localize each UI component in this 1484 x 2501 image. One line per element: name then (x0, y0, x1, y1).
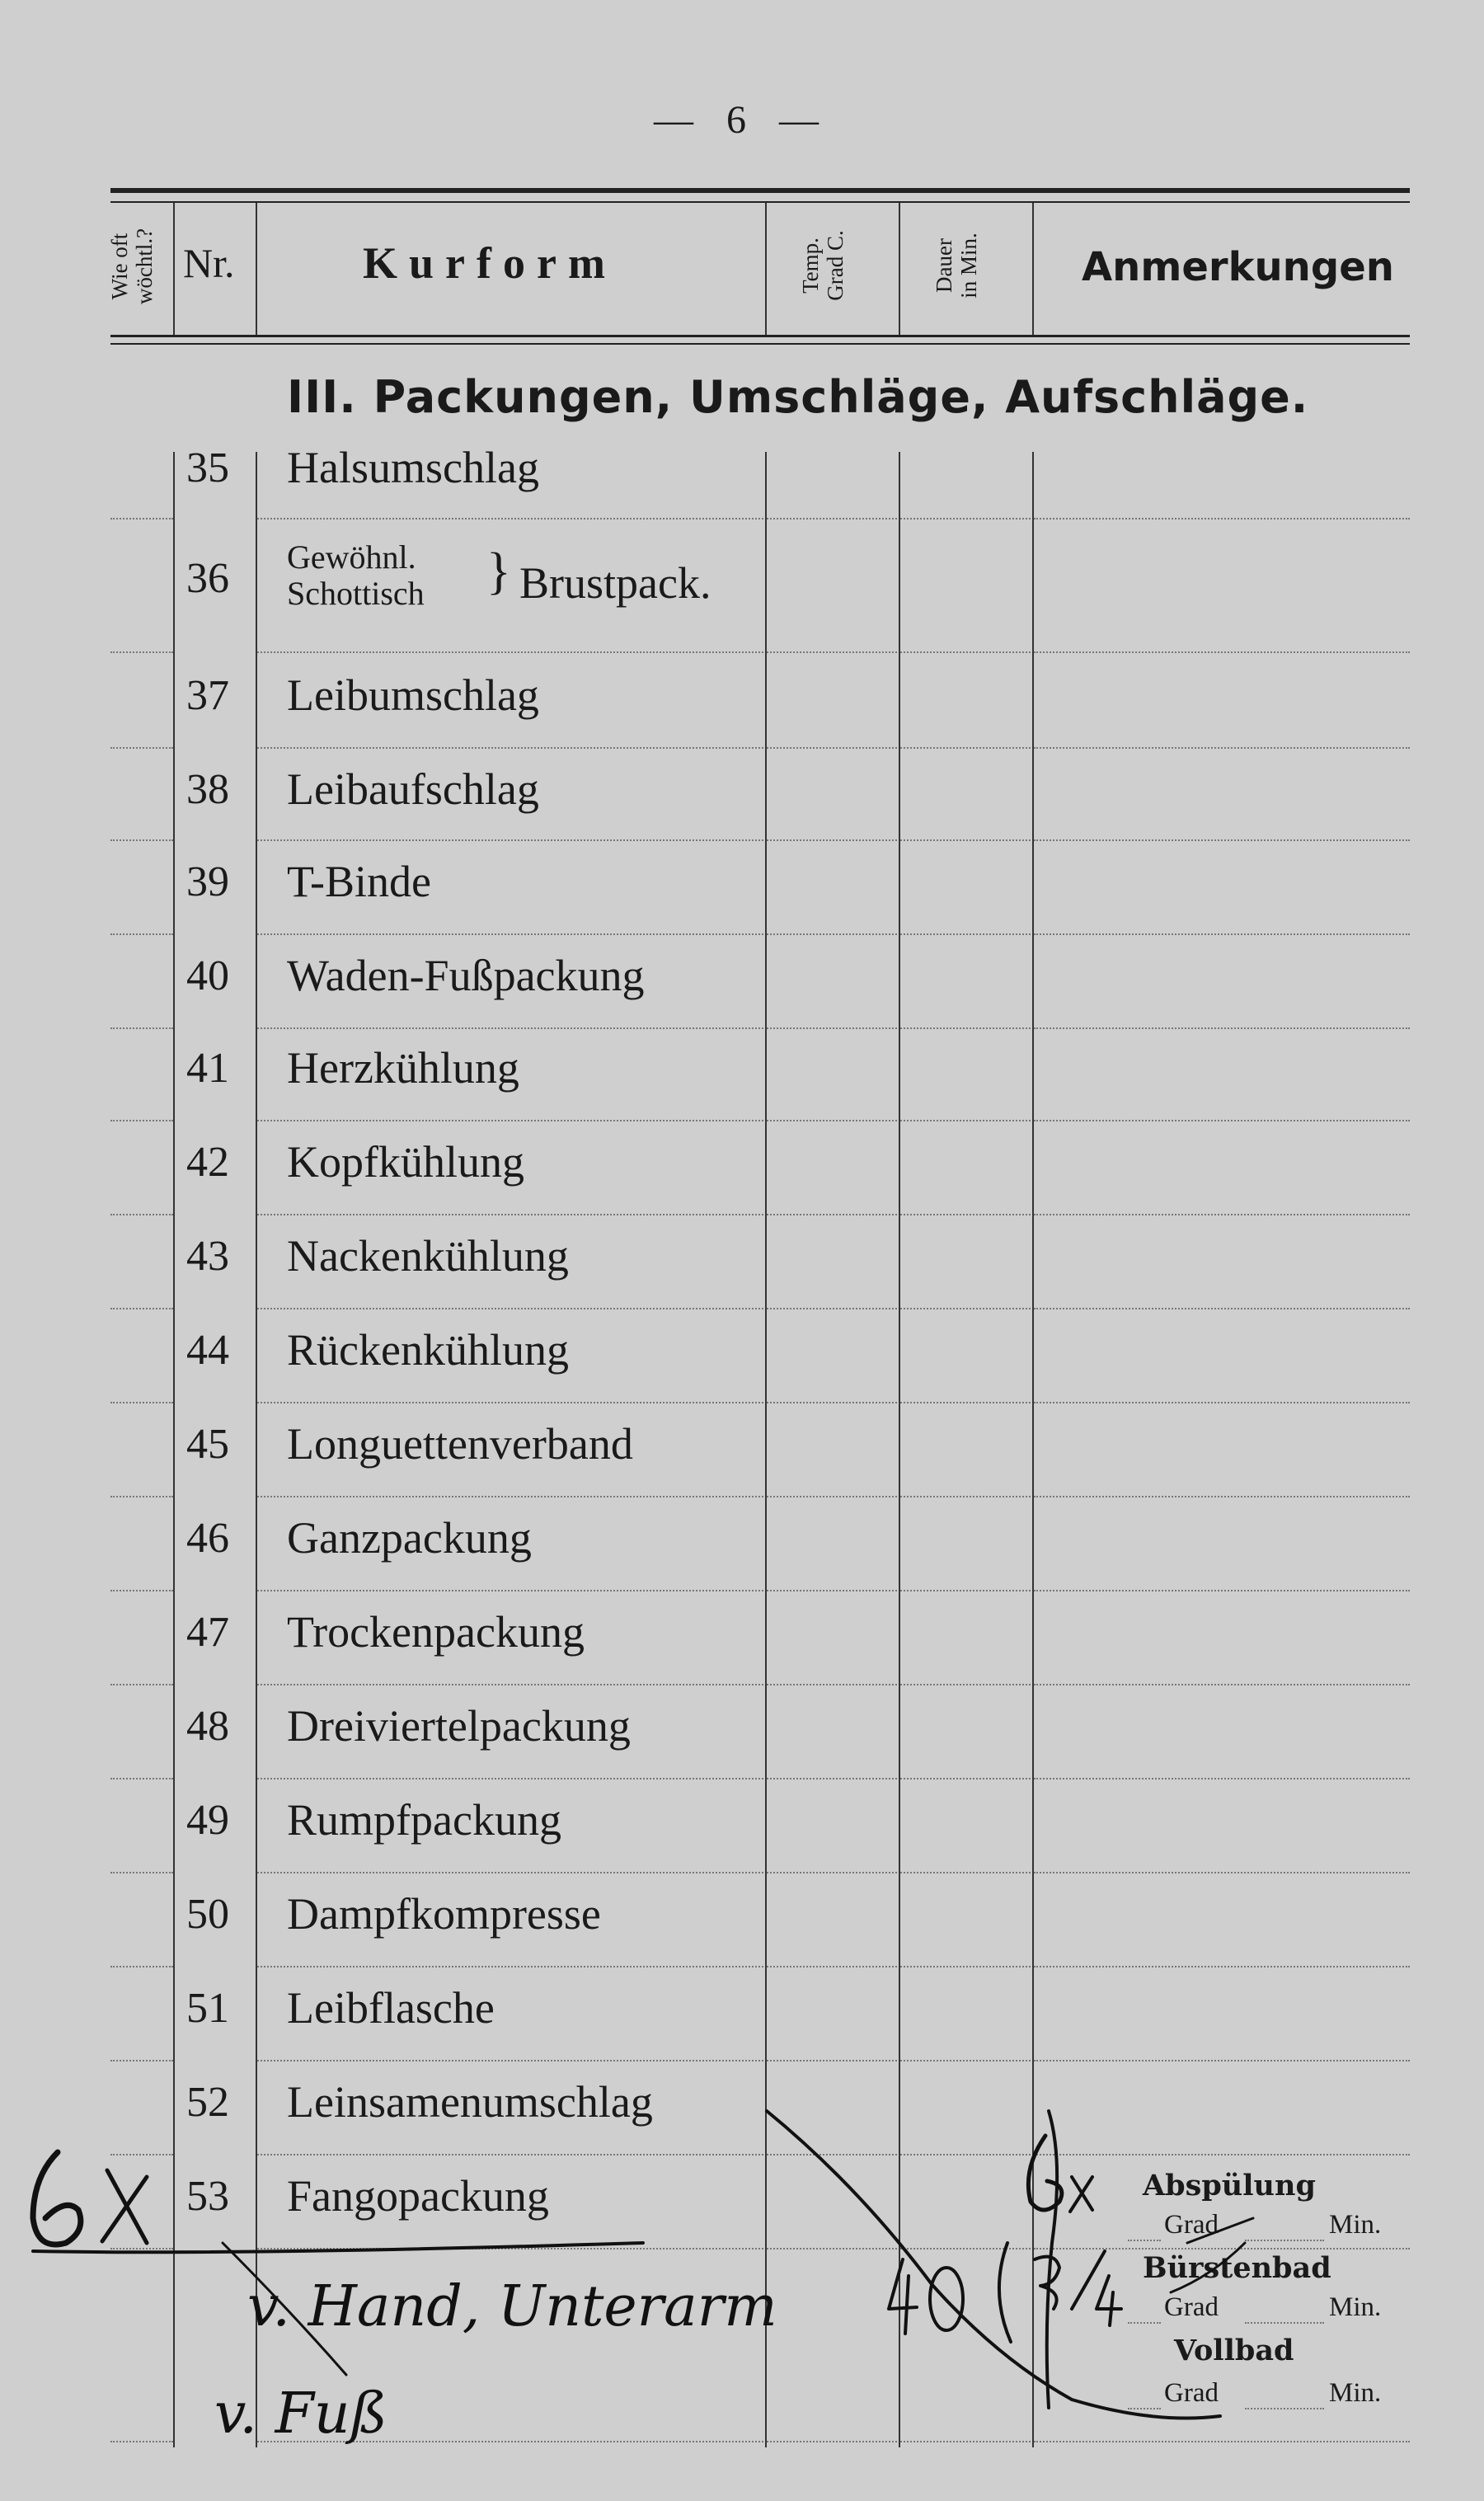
row-nr: 36 (186, 555, 229, 602)
legend-abspuelung-min: Min. (1329, 2210, 1382, 2240)
row-nr: 42 (186, 1139, 229, 1186)
row-name: Trockenpackung (287, 1607, 585, 1657)
row-name-suffix: Brustpack. (519, 558, 711, 608)
row-nr: 45 (186, 1421, 229, 1468)
row-name: Halsumschlag (287, 443, 539, 492)
row-name: Fangopackung (287, 2171, 549, 2221)
legend-abspuelung-grad: Grad (1164, 2210, 1219, 2240)
row-name: Dampfkompresse (287, 1889, 601, 1939)
row-name: Waden-Fußpackung (287, 951, 645, 1000)
row-name: Herzkühlung (287, 1043, 519, 1093)
header-dauer: Dauer in Min. (932, 233, 981, 299)
hand-note-fuss: v. Fuß (214, 2381, 387, 2447)
row-nr: 44 (186, 1327, 229, 1374)
row-name: Nackenkühlung (287, 1231, 569, 1281)
row-name: Rückenkühlung (287, 1325, 569, 1375)
row-nr: 37 (186, 672, 229, 719)
row-nr: 47 (186, 1609, 229, 1656)
header-nr: Nr. (183, 240, 235, 286)
row-nr: 35 (186, 444, 229, 491)
row-name: Ganzpackung (287, 1513, 532, 1563)
legend-buerstenbad: Bürstenbad (1143, 2251, 1331, 2285)
row-nr: 38 (186, 766, 229, 813)
row-name-variants: Gewöhnl. Schottisch (287, 538, 425, 612)
header-frequency: Wie oft wöchtl.? (107, 228, 157, 305)
row-brace: } (486, 543, 511, 599)
row-name: Kopfkühlung (287, 1137, 524, 1187)
hand-note-hand: v. Hand, Unterarm (247, 2274, 777, 2339)
row-name: Leibflasche (287, 1983, 495, 2033)
header-kurform: Kurform (363, 238, 617, 288)
header-temp: Temp. Grad C. (798, 230, 848, 301)
row-nr: 46 (186, 1515, 229, 1562)
row-nr: 51 (186, 1985, 229, 2032)
row-name: Dreiviertelpackung (287, 1701, 631, 1751)
row-name: T-Binde (287, 857, 431, 906)
row-name: Longuettenverband (287, 1419, 633, 1469)
legend-vollbad-grad: Grad (1164, 2378, 1219, 2408)
row-nr: 40 (186, 952, 229, 999)
row-nr: 53 (186, 2173, 229, 2220)
row-name: Leibumschlag (287, 670, 539, 720)
legend-vollbad: Vollbad (1174, 2334, 1294, 2367)
legend-buerstenbad-grad: Grad (1164, 2292, 1219, 2322)
row-nr: 49 (186, 1797, 229, 1844)
row-name: Leinsamenumschlag (287, 2077, 653, 2127)
row-nr: 50 (186, 1891, 229, 1938)
section-title: III. Packungen, Umschläge, Aufschläge. (287, 371, 1309, 423)
header-anmerkungen: Anmerkungen (1082, 244, 1394, 290)
row-nr: 41 (186, 1045, 229, 1092)
legend-buerstenbad-min: Min. (1329, 2292, 1382, 2322)
row-nr: 39 (186, 858, 229, 905)
row-name: Rumpfpackung (287, 1795, 561, 1845)
page-number: — 6 — (654, 98, 830, 142)
row-nr: 48 (186, 1703, 229, 1750)
row-name: Leibaufschlag (287, 764, 539, 814)
row-nr: 43 (186, 1233, 229, 1280)
row-nr: 52 (186, 2079, 229, 2126)
legend-abspuelung: Abspülung (1143, 2169, 1316, 2202)
legend-vollbad-min: Min. (1329, 2378, 1382, 2408)
